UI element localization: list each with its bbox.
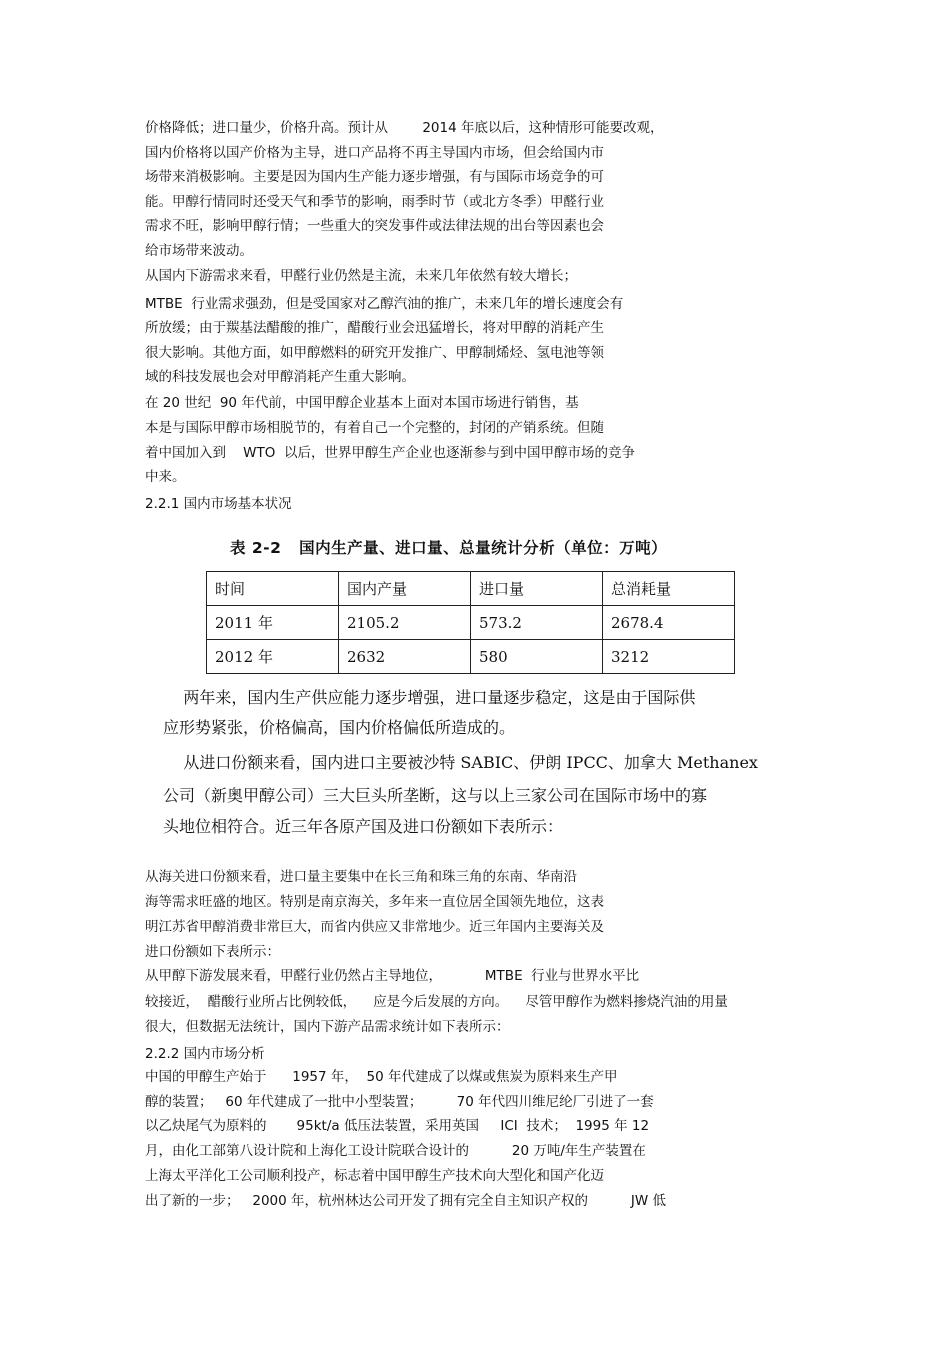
table-header-cell: 时间 <box>207 572 339 606</box>
text-line: 出了新的一步； 2000 年，杭州林达公司开发了拥有完全自主知识产权的 JW 低 <box>145 1193 667 1209</box>
section-heading: 2.2.1 国内市场基本状况 <box>145 496 292 512</box>
text-line: 在 20 世纪 90 年代前，中国甲醇企业基本上面对本国市场进行销售，基 <box>145 395 579 411</box>
scan-line: 头地位相符合。近三年各原产国及进口份额如下表所示： <box>163 817 564 836</box>
table-cell: 2632 <box>339 640 471 674</box>
text-line: 以乙炔尾气为原料的 95kt/a 低压法装置，采用英国 ICI 技术； 1995 年 12 <box>145 1118 650 1134</box>
text-line: 本是与国际甲醇市场相脱节的，有着自己一个完整的，封闭的产销系统。但随 <box>145 420 604 436</box>
text-line: 中国的甲醇生产始于 1957 年， 50 年代建成了以煤或焦炭为原料来生产甲 <box>145 1069 618 1085</box>
text-line: 很大影响。其他方面，如甲醇燃料的研究开发推广、甲醇制烯烃、氢电池等领 <box>145 345 604 361</box>
text-line: 较接近， 醋酸行业所占比例较低， 应是今后发展的方向。 尽管甲醇作为燃料掺烧汽油的用量 <box>145 994 728 1010</box>
table-header-cell: 国内产量 <box>339 572 471 606</box>
table-cell: 2105.2 <box>339 606 471 640</box>
table-cell: 3212 <box>603 640 735 674</box>
table-cell: 2678.4 <box>603 606 735 640</box>
text-line: 价格降低；进口量少，价格升高。预计从 2014 年底以后，这种情形可能要改观， <box>145 120 664 136</box>
text-line: 明江苏省甲醇消费非常巨大，而省内供应又非常地少。近三年国内主要海关及 <box>145 919 604 935</box>
table-row <box>207 606 735 640</box>
text-line: 给市场带来波动。 <box>145 243 253 259</box>
text-line: MTBE 行业需求强劲，但是受国家对乙醇汽油的推广，未来几年的增长速度会有 <box>145 296 624 312</box>
table-cell: 573.2 <box>471 606 603 640</box>
text-line: 上海太平洋化工公司顺利投产，标志着中国甲醇生产技术向大型化和国产化迈 <box>145 1168 604 1184</box>
text-line: 从甲醇下游发展来看，甲醛行业仍然占主导地位， MTBE 行业与世界水平比 <box>145 968 640 984</box>
scan-line: 两年来，国内生产供应能力逐步增强，进口量逐步稳定，这是由于国际供 <box>163 688 696 707</box>
table-row <box>207 640 735 674</box>
text-line: 海等需求旺盛的地区。特别是南京海关，多年来一直位居全国领先地位，这表 <box>145 894 604 910</box>
text-line: 所放缓；由于羰基法醋酸的推广，醋酸行业会迅猛增长，将对甲醇的消耗产生 <box>145 320 604 336</box>
text-line: 进口份额如下表所示： <box>145 944 280 960</box>
text-line: 月，由化工部第八设计院和上海化工设计院联合设计的 20 万吨/年生产装置在 <box>145 1143 646 1159</box>
text-line: 中来。 <box>145 469 186 485</box>
text-line: 从国内下游需求来看，甲醛行业仍然是主流，未来几年依然有较大增长； <box>145 268 577 284</box>
table-cell: 2012 年 <box>207 640 339 674</box>
text-line: 醇的装置； 60 年代建成了一批中小型装置； 70 年代四川维尼纶厂引进了一套 <box>145 1094 654 1110</box>
text-line: 能。甲醇行情同时还受天气和季节的影响，雨季时节（或北方冬季）甲醛行业 <box>145 194 604 210</box>
table-cell: 580 <box>471 640 603 674</box>
section-heading: 2.2.2 国内市场分析 <box>145 1046 265 1062</box>
text-line: 很大，但数据无法统计，国内下游产品需求统计如下表所示： <box>145 1019 510 1035</box>
table-header-cell: 进口量 <box>471 572 603 606</box>
text-line: 域的科技发展也会对甲醇消耗产生重大影响。 <box>145 369 415 385</box>
text-line: 着中国加入到 WTO 以后，世界甲醇生产企业也逐渐参与到中国甲醇市场的竞争 <box>145 445 635 461</box>
text-line: 国内价格将以国产价格为主导，进口产品将不再主导国内市场，但会给国内市 <box>145 145 604 161</box>
scan-line: 公司（新奥甲醇公司）三大巨头所垄断，这与以上三家公司在国际市场中的寡 <box>163 786 708 805</box>
table-caption: 表 2-2 国内生产量、进口量、总量统计分析（单位：万吨） <box>230 539 668 557</box>
scan-line: 从进口份额来看，国内进口主要被沙特 SABIC、伊朗 IPCC、加拿大 Methanex <box>163 753 758 772</box>
scan-line: 应形势紧张，价格偏高，国内价格偏低所造成的。 <box>163 718 516 737</box>
table-header-cell: 总消耗量 <box>603 572 735 606</box>
table-cell: 2011 年 <box>207 606 339 640</box>
table-header-row <box>207 572 735 606</box>
text-line: 需求不旺，影响甲醇行情；一些重大的突发事件或法律法规的出台等因素也会 <box>145 218 604 234</box>
statistics-table <box>206 571 735 674</box>
text-line: 场带来消极影响。主要是因为国内生产能力逐步增强，有与国际市场竞争的可 <box>145 169 604 185</box>
text-line: 从海关进口份额来看，进口量主要集中在长三角和珠三角的东南、华南沿 <box>145 869 577 885</box>
